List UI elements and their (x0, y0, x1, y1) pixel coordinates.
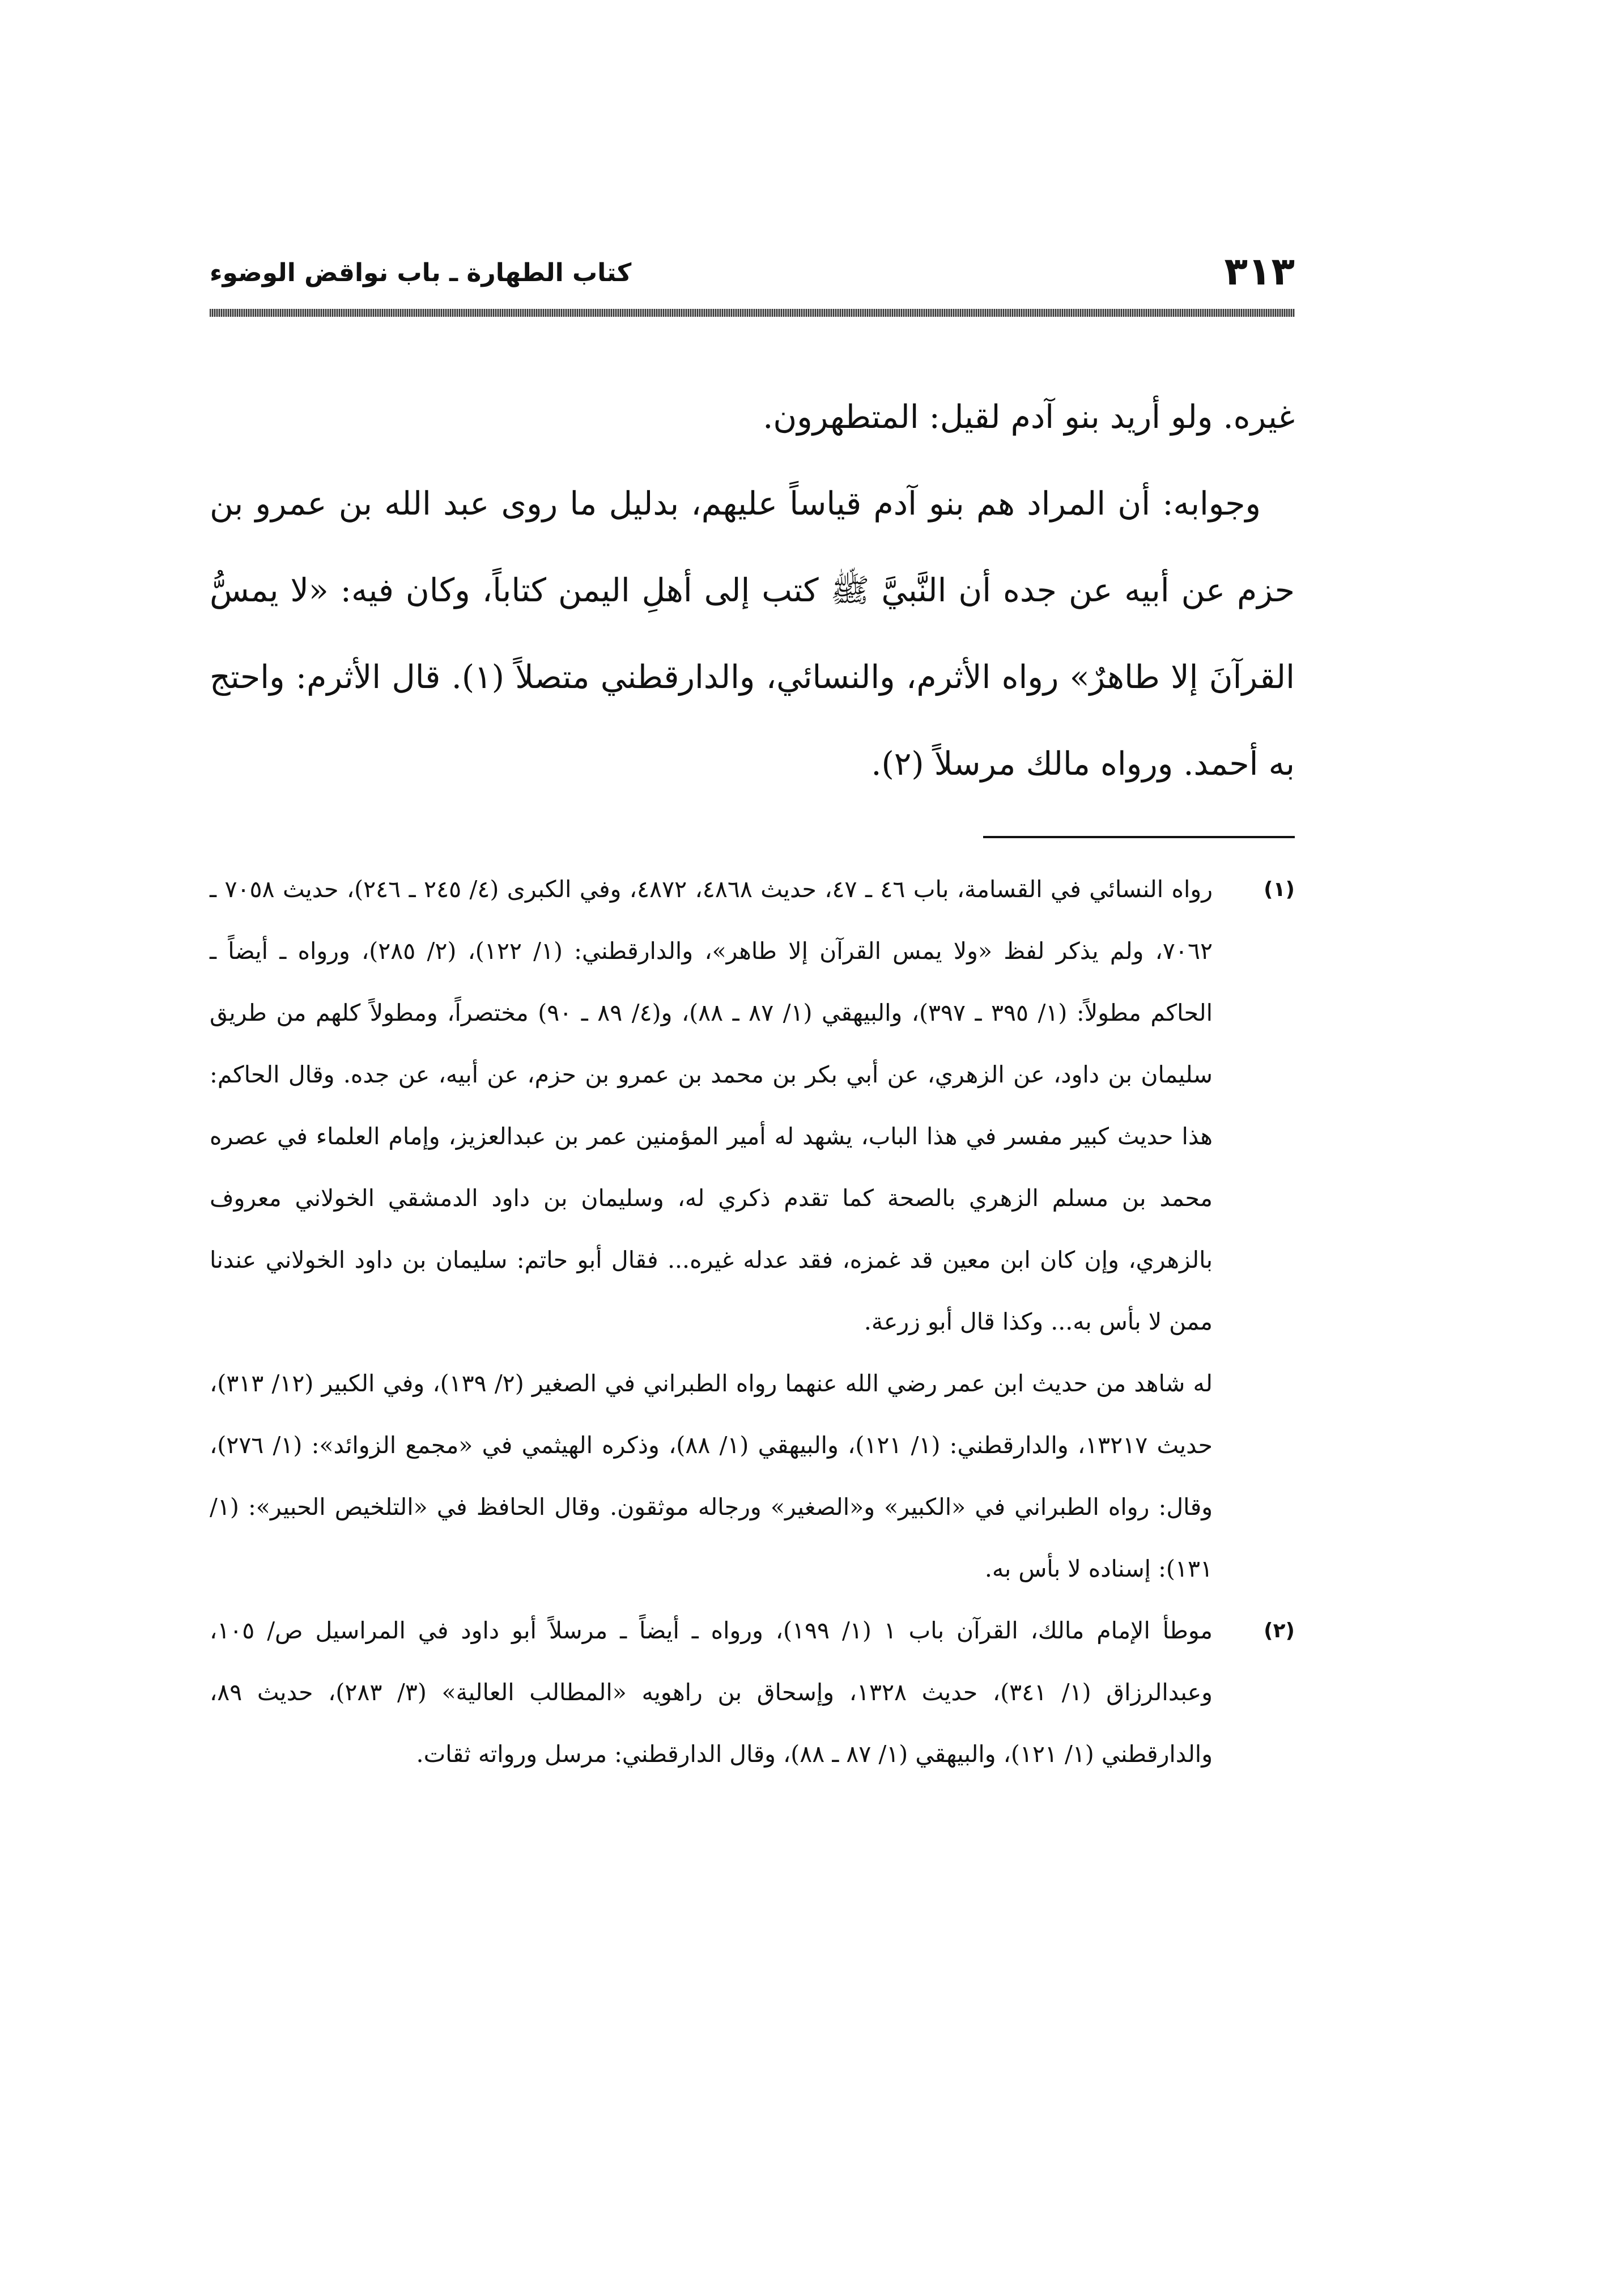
footnote-number: (١) (1264, 878, 1295, 901)
page-number: ٣١٣ (1224, 249, 1295, 294)
main-paragraph: غيره. ولو أريد بنو آدم لقيل: المتطهرون. (763, 398, 1295, 436)
footnote-paragraph: موطأ الإمام مالك، القرآن باب ١ (١/ ١٩٩)، ورواه ـ أيضاً ـ مرسلاً أبو داود في المراسيل ص/ ١٠٥، وعبدالرزاق (١/ ٣٤١)، حديث ١٣٢٨، وإسحاق بن راهويه «المطالب العالية» (٣/ ٢٨٣)، حديث ٨٩، والدارقطني (١/ ١٢١)، والبيهقي (١/ ٨٧ ـ ٨٨)، وقال الدارقطني: مرسل ورواته ثقات. (210, 1617, 1213, 1768)
footnote-separator (983, 836, 1295, 838)
footnote-number: (٢) (1264, 1619, 1295, 1642)
footnote-1 (210, 859, 1295, 1600)
running-header (210, 247, 1295, 303)
footnotes (210, 859, 1295, 1785)
footnote-2 (210, 1600, 1295, 1785)
main-paragraph: وجوابه: أن المراد هم بنو آدم قياساً عليهم، بدليل ما روى عبد الله بن عمرو بن حزم عن أبيه عن جده أن النَّبيَّ ﷺ كتب إلى أهلِ اليمن كتاباً، وكان فيه: «لا يمسُّ القرآنَ إلا طاهرٌ» رواه الأثرم، والنسائي، والدارقطني متصلاً (١). قال الأثرم: واحتج به أحمد. ورواه مالك مرسلاً (٢). (210, 485, 1295, 783)
header-divider (210, 309, 1295, 317)
running-title: كتاب الطهارة ـ باب نواقض الوضوء (210, 258, 632, 287)
footnote-paragraph: له شاهد من حديث ابن عمر رضي الله عنهما رواه الطبراني في الصغير (٢/ ١٣٩)، وفي الكبير (١٢/ ٣١٣)، حديث ١٣٢١٧، والدارقطني: (١/ ١٢١)، والبيهقي (١/ ٨٨)، وذكره الهيثمي في «مجمع الزوائد»: (١/ ٢٧٦)، وقال: رواه الطبراني في «الكبير» و«الصغير» ورجاله موثقون. وقال الحافظ في «التلخيص الحبير»: (١/ ١٣١): إسناده لا بأس به. (210, 1370, 1213, 1582)
footnote-paragraph: رواه النسائي في القسامة، باب ٤٦ ـ ٤٧، حديث ٤٨٦٨، ٤٨٧٢، وفي الكبرى (٤/ ٢٤٥ ـ ٢٤٦)، حديث ٧٠٥٨ ـ ٧٠٦٢، ولم يذكر لفظ «ولا يمس القرآن إلا طاهر»، والدارقطني: (١/ ١٢٢)، (٢/ ٢٨٥)، ورواه ـ أيضاً ـ الحاكم مطولاً: (١/ ٣٩٥ ـ ٣٩٧)، والبيهقي (١/ ٨٧ ـ ٨٨)، و(٤/ ٨٩ ـ ٩٠) مختصراً، ومطولاً كلهم من طريق سليمان بن داود، عن الزهري، عن أبي بكر بن محمد بن عمرو بن حزم، عن أبيه، عن جده. وقال الحاكم: هذا حديث كبير مفسر في هذا الباب، يشهد له أمير المؤمنين عمر بن عبدالعزيز، وإمام العلماء في عصره محمد بن مسلم الزهري بالصحة كما تقدم ذكري له، وسليمان بن داود الدمشقي الخولاني معروف بالزهري، وإن كان ابن معين قد غمزه، فقد عدله غيره... فقال أبو حاتم: سليمان بن داود الخولاني عندنا ممن لا بأس به... وكذا قال أبو زرعة. (210, 876, 1213, 1335)
main-text (210, 374, 1295, 808)
